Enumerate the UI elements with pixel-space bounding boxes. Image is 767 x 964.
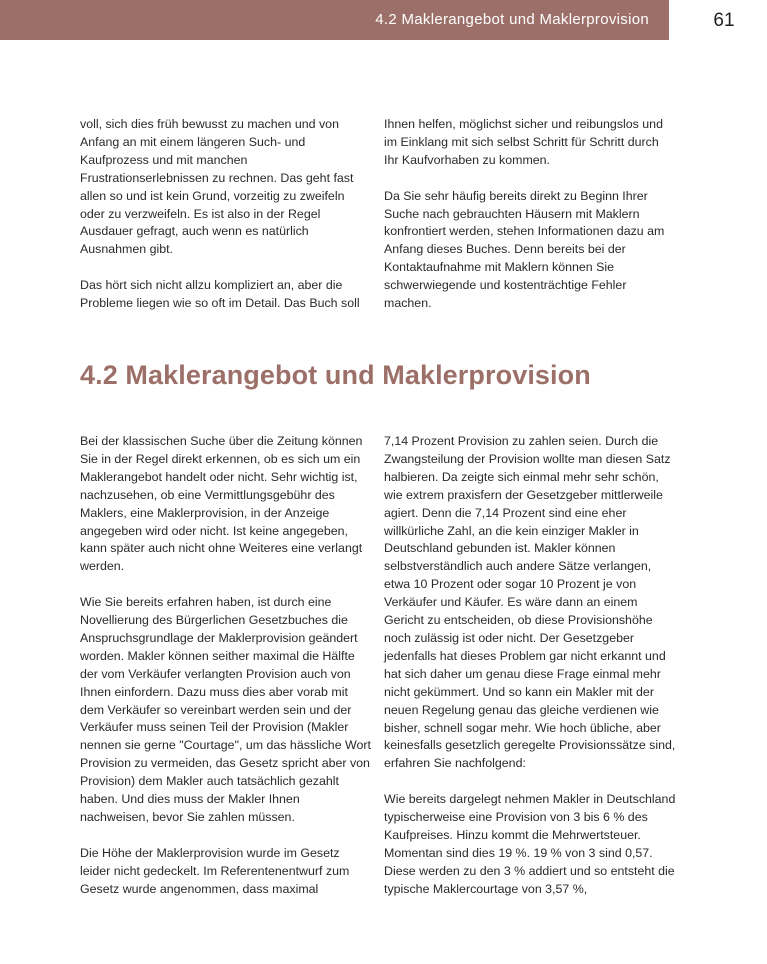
paragraph: Bei der klassischen Suche über die Zeitung können Sie in der Regel direkt erkennen, ob es sich um ein Maklerangebot handelt oder nicht. Sehr wichtig ist, nachzusehen, ob eine Vermittlungsgebühr des Maklers, eine Maklerprovision, in der Anzeige angegeben wird oder nicht. Ist keine angegeben, kann später auch nicht ohne Weiteres eine verlangt werden. (80, 434, 363, 574)
top-right-column (384, 116, 674, 313)
section-heading: 4.2 Maklerangebot und Maklerprovision (80, 360, 591, 390)
section-right-column (384, 433, 676, 899)
page-number: 61 (713, 10, 735, 31)
paragraph: Wie bereits dargelegt nehmen Makler in Deutschland typischerweise eine Provision von 3 bis 6 % des Kaufpreises. Hinzu kommt die Mehrwertsteuer. Momentan sind dies 19 %. 19 % von 3 sind 0,57. Diese werden zu den 3 % addiert und so entsteht die typische Maklercourtage von 3,57 %, (384, 792, 676, 896)
paragraph: Da Sie sehr häufig bereits direkt zu Beginn Ihrer Suche nach gebrauchten Häusern mit Maklern konfrontiert werden, stehen Informationen dazu am Anfang dieses Buches. Denn bereits bei der Kontaktaufnahme mit Maklern können Sie schwerwiegende und kostenträchtige Fehler machen. (384, 188, 665, 311)
paragraph: Das hört sich nicht allzu kompliziert an, aber die Probleme liegen wie so oft im Detail. Das Buch soll (80, 278, 360, 311)
paragraph: 7,14 Prozent Provision zu zahlen seien. Durch die Zwangsteilung der Provision wollte man diesen Satz halbieren. Da zeigte sich einmal mehr sehr schön, wie extrem praxisfern der Gesetzgeber mittlerweile agiert. Denn die 7,14 Prozent sind eine eher willkürliche Zahl, an die kein einziger Makler in Deutschland gebunden ist. Makler können selbstverständlich auch andere Sätze verlangen, etwa 10 Prozent oder sogar 10 Prozent je von Verkäufer und Käufer. Es wäre dann an einem Gericht zu entscheiden, ob diese Provisionshöhe noch zulässig ist oder nicht. Der Gesetzgeber jedenfalls hat dieses Problem gar nicht erkannt und hat sich daher um genau diese Frage einmal mehr nicht gekümmert. Und so kann ein Makler mit der neuen Regelung genau das gleiche verdienen wie bisher, schnell sogar mehr. Wie hoch übliche, aber keinesfalls gesetzlich geregelte Provisionssätze sind, erfahren Sie nachfolgend: (384, 434, 676, 771)
paragraph: voll, sich dies früh bewusst zu machen und von Anfang an mit einem längeren Such- und Kaufprozess und mit manchen Frustrationserlebnissen zu rechnen. Das geht fast allen so und ist kein Grund, vorzeitig zu zweifeln oder zu verzweifeln. Es ist also in der Regel Ausdauer gefragt, auch wenn es natürlich Ausnahmen gibt. (80, 117, 354, 257)
top-left-column (80, 116, 370, 313)
running-header-bar (0, 0, 669, 40)
paragraph: Die Höhe der Maklerprovision wurde im Gesetz leider nicht gedeckelt. Im Referentenentwurf zum Gesetz wurde angenommen, dass maximal (80, 845, 350, 896)
paragraph: Ihnen helfen, möglichst sicher und reibungslos und im Einklang mit sich selbst Schritt für Schritt durch Ihr Kaufvorhaben zu kommen. (384, 117, 663, 167)
paragraph: Wie Sie bereits erfahren haben, ist durch eine Novellierung des Bürgerlichen Gesetzbuches die Anspruchsgrundlage der Maklerprovision geändert worden. Makler können seither maximal die Hälfte der vom Verkäufer verlangten Provision auch von Ihnen einfordern. Dazu muss dies aber vorab mit dem Verkäufer so vereinbart werden sein und der Verkäufer muss seinen Teil der Provision (Makler nennen sie gerne "Courtage", um das hässliche Wort Provision zu vermeiden, das Gesetz spricht aber von Provision) dem Makler auch tatsächlich gezahlt haben. Und dies muss der Makler Ihnen nachweisen, bevor Sie zahlen müssen. (80, 595, 371, 825)
section-left-column (80, 433, 372, 899)
running-header-title: 4.2 Maklerangebot und Maklerprovision (375, 11, 649, 28)
